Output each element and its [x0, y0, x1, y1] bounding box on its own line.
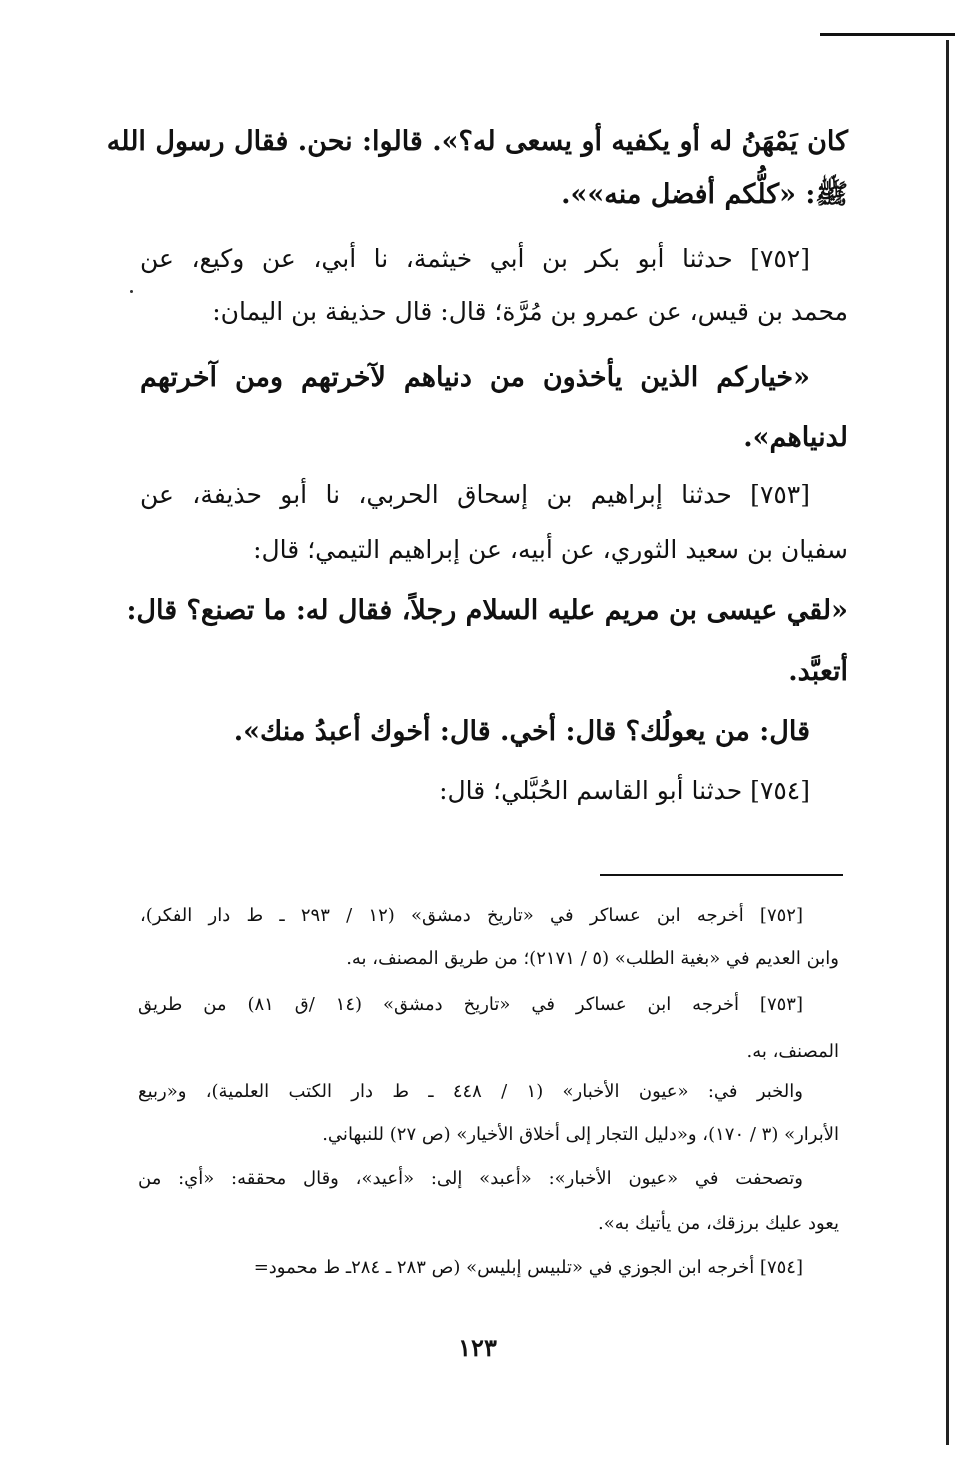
footnote-line: وتصحفت في «عيون الأخبار»: «أعبد» إلى: «أعيد»، وقال محققه: «أي: من	[138, 1168, 803, 1189]
main-line: «خياركم الذين يأخذون من دنياهم لآخرتهم ومن آخرتهم	[140, 362, 810, 393]
page-edge-shadow	[946, 40, 949, 1445]
footnote-line: [٧٥٣] أخرجه ابن عساكر في «تاريخ دمشق» (١٤ /ق ٨١) من طريق	[138, 994, 803, 1015]
main-line: محمد بن قيس، عن عمرو بن مُرَّة؛ قال: قال حذيفة بن اليمان:	[212, 297, 848, 326]
main-line: أتعبَّد.	[788, 656, 848, 687]
footnote-line: والخبر في: «عيون الأخبار» (١ / ٤٤٨ ـ ط دار الكتب العلمية)، و«ربيع	[138, 1081, 803, 1102]
main-line: ﷺ: «كلُّكم أفضل منه»».	[561, 179, 848, 210]
main-line: لدنياهم».	[743, 422, 848, 453]
main-line: قال: من يعولُك؟ قال: أخي. قال: أخوك أعبدُ منك».	[233, 716, 810, 747]
main-line: كان يَمْهَنُ له أو يكفيه أو يسعى له؟». قالوا: نحن. فقال رسول الله	[106, 126, 848, 157]
footnote-line: وابن العديم في «بغية الطلب» (٥ / ٢١٧١)؛ من طريق المصنف، به.	[346, 948, 839, 969]
footnote-line: الأبرار» (٣ / ١٧٠)، و«دليل التجار إلى أخلاق الأخيار» (ص ٢٧) للنبهاني.	[322, 1124, 839, 1145]
main-line: [٧٥٤] حدثنا أبو القاسم الحُبَّلي؛ قال:	[439, 776, 810, 805]
main-line: «لقي عيسى بن مريم عليه السلام رجلاً، فقال له: ما تصنع؟ قال:	[126, 595, 848, 626]
main-line: [٧٥٣] حدثنا إبراهيم بن إسحاق الحربي، نا أبو حذيفة، عن	[140, 480, 810, 509]
scan-speck	[130, 290, 133, 293]
main-line: سفيان بن سعيد الثوري، عن أبيه، عن إبراهيم التيمي؛ قال:	[253, 535, 848, 564]
page-number: ١٢٣	[458, 1333, 497, 1362]
footnote-line: [٧٥٢] أخرجه ابن عساكر في «تاريخ دمشق» (١٢ / ٢٩٣ ـ ط دار الفكر)،	[140, 905, 804, 926]
main-line: [٧٥٢] حدثنا أبو بكر بن أبي خيثمة، نا أبي، عن وكيع، عن	[140, 244, 810, 273]
footnote-separator	[600, 874, 843, 876]
footnote-line: المصنف، به.	[746, 1041, 839, 1062]
footnote-line: [٧٥٤] أخرجه ابن الجوزي في «تلبيس إبليس» (ص ٢٨٣ ـ ٢٨٤ـ ط محمود=	[253, 1257, 803, 1278]
top-rule	[820, 33, 955, 36]
footnote-line: يعود عليك برزقك، من يأتيك به».	[598, 1213, 839, 1234]
